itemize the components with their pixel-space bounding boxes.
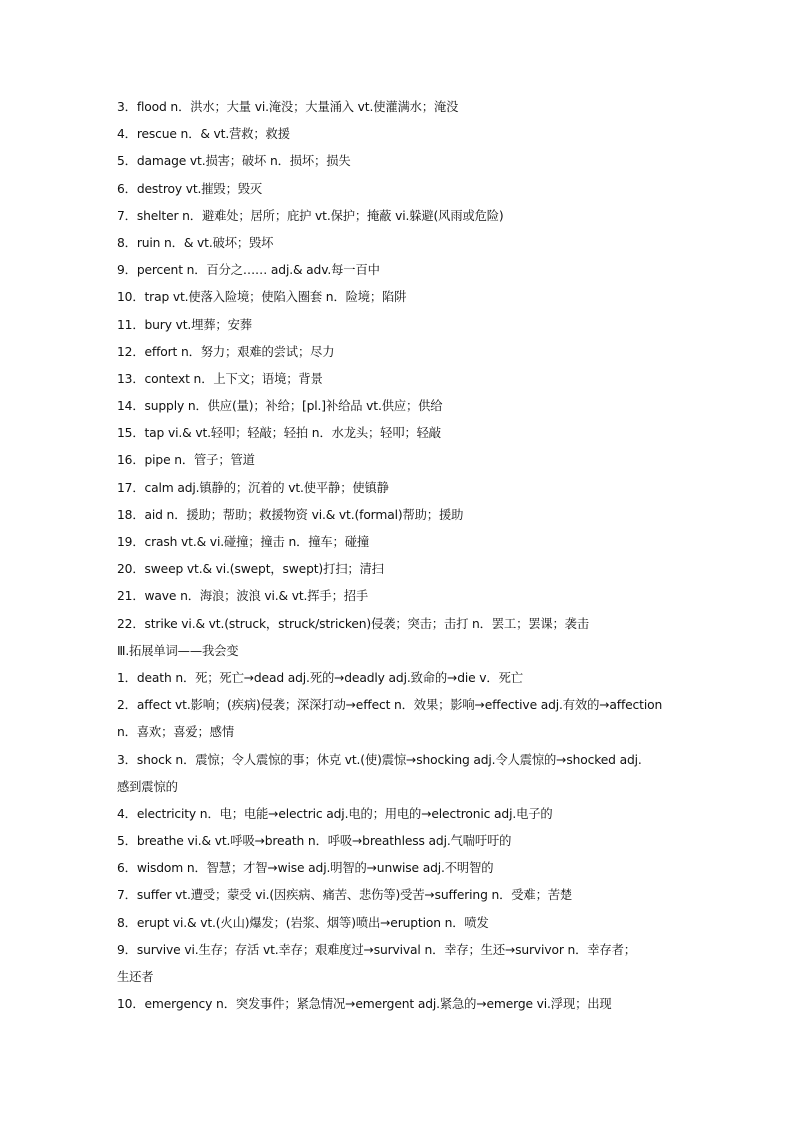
entry-line: 19．crash vt.& vi.碰撞；撞击 n．撞车；碰撞 [117, 535, 369, 549]
entry-line: 8．ruin n．& vt.破坏；毁坏 [117, 235, 274, 250]
entry-line: 7．suffer vt.遭受；蒙受 vi.(因疾病、痛苦、悲伤等)受苦→suffering n．受难；苦楚 [117, 888, 573, 903]
entry-line: 18．aid n．援助；帮助；救援物资 vi.& vt.(formal)帮助；援助 [117, 507, 464, 522]
entry-line: 3．flood n．洪水；大量 vi.淹没；大量涌入 vt.使灌满水；淹没 [117, 100, 459, 114]
entry-line: 5．breathe vi.& vt.呼吸→breath n．呼吸→breathless adj.气喘吁吁的 [117, 834, 512, 849]
entry-line: 7．shelter n．避难处；居所；庇护 vt.保护；掩蔽 vi.躲避(风雨或危险) [117, 208, 504, 223]
entry-line: 2．affect vt.影响；(疾病)侵袭；深深打动→effect n．效果；影响→effective adj.有效的→affection [117, 698, 663, 713]
entry-line: 12．effort n．努力；艰难的尝试；尽力 [117, 344, 335, 359]
entry-line: 6．wisdom n．智慧；才智→wise adj.明智的→unwise adj.不明智的 [117, 861, 494, 876]
entry-line: 10．trap vt.使落入险境；使陷入圈套 n．险境；陷阱 [117, 290, 407, 305]
entry-line: 11．bury vt.埋葬；安葬 [117, 317, 252, 332]
entry-line: 15．tap vi.& vt.轻叩；轻敲；轻拍 n．水龙头；轻叩；轻敲 [117, 426, 441, 441]
entry-line: 16．pipe n．管子；管道 [117, 453, 255, 468]
entry-line: 8．erupt vi.& vt.(火山)爆发；(岩浆、烟等)喷出→eruption n．喷发 [117, 915, 489, 930]
entry-line: 22．strike vi.& vt.(struck，struck/stricken)侵袭；突击；击打 n．罢工；罢课；袭击 [117, 616, 589, 631]
entry-line-continuation: 生还者 [117, 970, 154, 984]
entry-line: 4．electricity n．电；电能→electric adj.电的；用电的→electronic adj.电子的 [117, 806, 553, 821]
entry-line: 14．supply n．供应(量)；补给；[pl.]补给品 vt.供应；供给 [117, 399, 443, 414]
entry-line: 3．shock n．震惊；令人震惊的事；休克 vt.(使)震惊→shocking adj.令人震惊的→shocked adj. [117, 752, 642, 767]
entry-line-continuation: n．喜欢；喜爱；感情 [117, 725, 234, 740]
entry-line: 1．death n．死；死亡→dead adj.死的→deadly adj.致命的→die v．死亡 [117, 670, 523, 685]
document-page [117, 94, 682, 1018]
entry-line: 20．sweep vt.& vi.(swept，swept)打扫；清扫 [117, 562, 384, 577]
entry-line: 9．survive vi.生存；存活 vt.幸存；艰难度过→survival n．幸存；生还→survivor n．幸存者； [117, 942, 636, 957]
entry-line: 4．rescue n．& vt.营救；救援 [117, 127, 290, 142]
entry-line: 6．destroy vt.摧毁；毁灭 [117, 181, 263, 196]
section-heading: Ⅲ.拓展单词——我会变 [117, 643, 239, 658]
entry-line: 9．percent n．百分之…… adj.& adv.每一百中 [117, 263, 380, 278]
entry-line: 10．emergency n．突发事件；紧急情况→emergent adj.紧急的→emerge vi.浮现；出现 [117, 997, 612, 1012]
entry-line: 17．calm adj.镇静的；沉着的 vt.使平静；使镇静 [117, 480, 389, 495]
entry-line: 21．wave n．海浪；波浪 vi.& vt.挥手；招手 [117, 589, 369, 604]
entry-line: 13．context n．上下文；语境；背景 [117, 371, 323, 386]
entry-line: 5．damage vt.损害；破坏 n．损坏；损失 [117, 154, 351, 169]
entry-line-continuation: 感到震惊的 [117, 779, 178, 794]
